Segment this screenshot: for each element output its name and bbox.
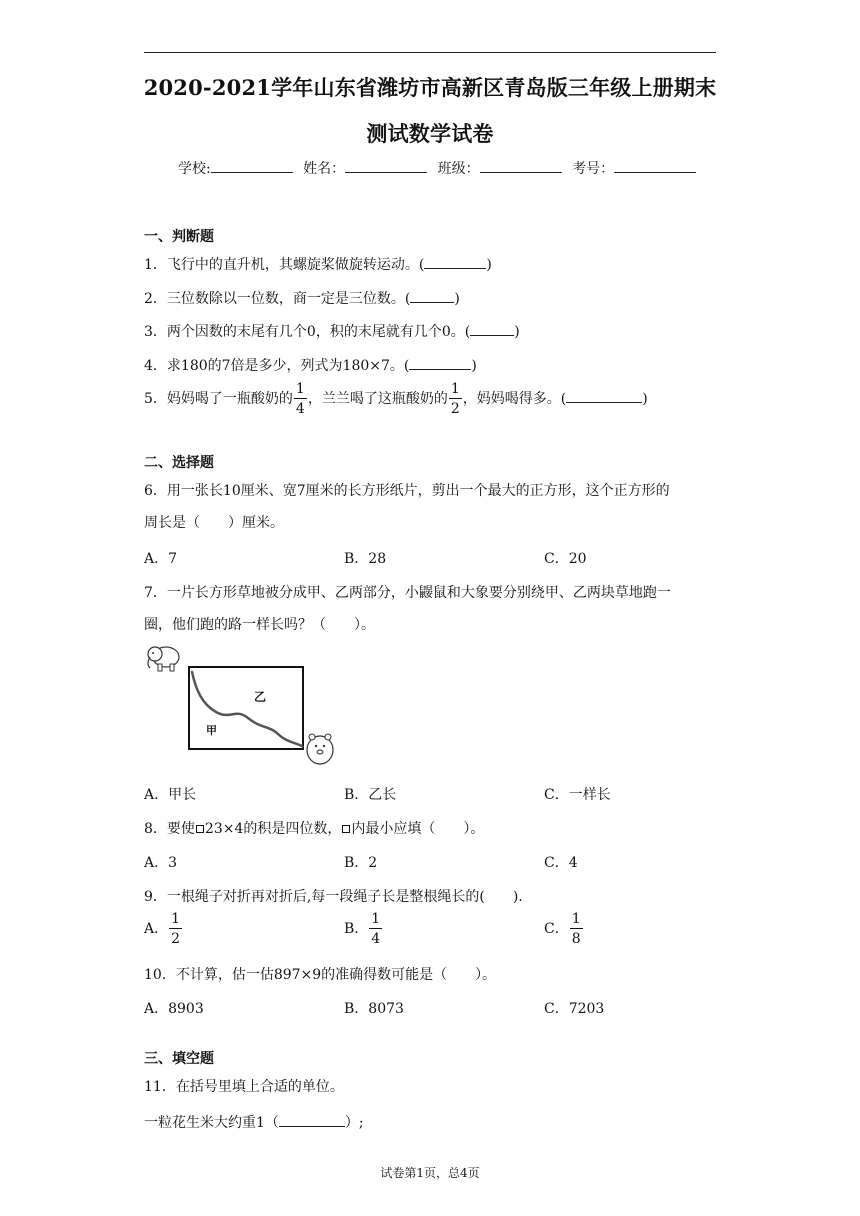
question-3-text: 3．两个因数的末尾有几个0，积的末尾就有几个0。( <box>144 324 471 340</box>
question-4-text: 4．求180的7倍是多少，列式为180×7。( <box>144 358 410 374</box>
q7-option-b[interactable]: B．乙长 <box>344 787 397 803</box>
question-9: 9．一根绳子对折再对折后,每一段绳子长是整根绳长的( ). <box>144 889 523 905</box>
question-10: 10．不计算，估一估897×9的准确得数可能是（ ）。 <box>144 967 497 983</box>
header-rule <box>144 52 716 53</box>
paren-close: ) <box>514 324 520 340</box>
question-7-line1: 7．一片长方形草地被分成甲、乙两部分，小鼹鼠和大象要分别绕甲、乙两块草地跑一 <box>144 585 671 601</box>
question-11-sub-text: 一粒花生米大约重1（ <box>144 1115 279 1131</box>
q9-option-b-label: B． <box>344 921 369 937</box>
question-7-line2: 圈，他们跑的路一样长吗？（ ）。 <box>144 617 375 633</box>
q7-option-c[interactable]: C．一样长 <box>544 787 611 803</box>
paren-close: ) <box>642 391 648 407</box>
page-title-line2: 测试数学试卷 <box>366 121 494 146</box>
question-11: 11．在括号里填上合适的单位。 <box>144 1079 344 1095</box>
page-footer: 试卷第1页，总4页 <box>380 1166 480 1180</box>
q7-option-a[interactable]: A．甲长 <box>144 787 197 803</box>
answer-blank-4[interactable] <box>409 357 471 370</box>
question-6-line2: 周长是（ ）厘米。 <box>144 515 284 531</box>
question-5-text-a: 5．妈妈喝了一瓶酸奶的 <box>144 391 293 407</box>
question-8-text-c: 内最小应填（ ）。 <box>351 821 485 837</box>
student-info-row <box>178 158 702 178</box>
q8-option-b[interactable]: B．2 <box>344 855 378 871</box>
region-label-jia: 甲 <box>206 724 217 737</box>
fraction-one-half: $\frac{1}{2}$ <box>450 381 460 417</box>
fraction-one-quarter: $\frac{1}{4}$ <box>295 381 305 417</box>
q6-option-a[interactable]: A．7 <box>144 551 178 567</box>
class-blank[interactable] <box>480 160 562 173</box>
q9-option-c[interactable] <box>544 912 584 946</box>
answer-blank-3[interactable] <box>470 323 514 336</box>
question-2 <box>144 288 460 308</box>
question-2-text: 2．三位数除以一位数，商一定是三位数。( <box>144 291 411 307</box>
q8-option-a[interactable]: A．3 <box>144 855 178 871</box>
question-8-text-a: 8．要使 <box>144 821 195 837</box>
name-label: 姓名： <box>303 161 346 177</box>
question-8-text-b: 23×4的积是四位数， <box>204 821 342 837</box>
question-5-text-c: ，妈妈喝得多。( <box>462 391 567 407</box>
q9-option-c-label: C． <box>544 921 569 937</box>
question-11-sub-close: ）; <box>344 1115 364 1131</box>
question-11-sub <box>144 1112 364 1132</box>
section-heading-fill-in: 三、填空题 <box>144 1051 214 1067</box>
answer-blank-2[interactable] <box>410 290 454 303</box>
paren-close: ) <box>486 257 492 273</box>
paren-close: ) <box>471 358 477 374</box>
name-blank[interactable] <box>345 160 427 173</box>
q10-option-c[interactable]: C．7203 <box>544 1001 605 1017</box>
q10-option-a[interactable]: A．8903 <box>144 1001 204 1017</box>
fraction-one-quarter: $\frac{1}{4}$ <box>371 911 381 947</box>
question-3 <box>144 321 520 341</box>
region-label-yi: 乙 <box>254 690 267 704</box>
grassland-figure <box>144 642 344 782</box>
mole-icon <box>302 726 338 768</box>
question-4 <box>144 355 477 375</box>
answer-blank-11[interactable] <box>279 1114 345 1127</box>
question-5-text-b: ，兰兰喝了这瓶酸奶的 <box>307 391 448 407</box>
question-1-text: 1．飞行中的直升机，其螺旋桨做旋转运动。( <box>144 257 425 273</box>
question-6-line1: 6．用一张长10厘米、宽7厘米的长方形纸片，剪出一个最大的正方形，这个正方形的 <box>144 483 670 499</box>
exam-no-label: 考号： <box>572 161 615 177</box>
q9-option-a[interactable] <box>144 912 183 946</box>
section-heading-judgement: 一、判断题 <box>144 229 214 245</box>
question-5 <box>144 382 648 416</box>
section-heading-choice: 二、选择题 <box>144 455 214 471</box>
paren-close: ) <box>454 291 460 307</box>
answer-blank-1[interactable] <box>424 256 486 269</box>
box-placeholder-icon <box>196 825 204 833</box>
question-8 <box>144 818 484 838</box>
question-1 <box>144 254 492 274</box>
box-placeholder-icon <box>342 825 350 833</box>
q9-option-a-label: A． <box>144 921 169 937</box>
q6-option-b[interactable]: B．28 <box>344 551 387 567</box>
exam-no-blank[interactable] <box>614 160 696 173</box>
school-blank[interactable] <box>211 160 293 173</box>
class-label: 班级： <box>437 161 480 177</box>
q9-option-b[interactable] <box>344 912 383 946</box>
school-label: 学校: <box>178 161 211 177</box>
q8-option-c[interactable]: C．4 <box>544 855 578 871</box>
fraction-one-half: $\frac{1}{2}$ <box>171 911 181 947</box>
fraction-one-eighth: $\frac{1}{8}$ <box>571 911 581 947</box>
page-title-line1: 2020-2021学年山东省潍坊市高新区青岛版三年级上册期末 <box>143 75 717 100</box>
q10-option-b[interactable]: B．8073 <box>344 1001 404 1017</box>
answer-blank-5[interactable] <box>566 390 642 403</box>
q6-option-c[interactable]: C．20 <box>544 551 587 567</box>
